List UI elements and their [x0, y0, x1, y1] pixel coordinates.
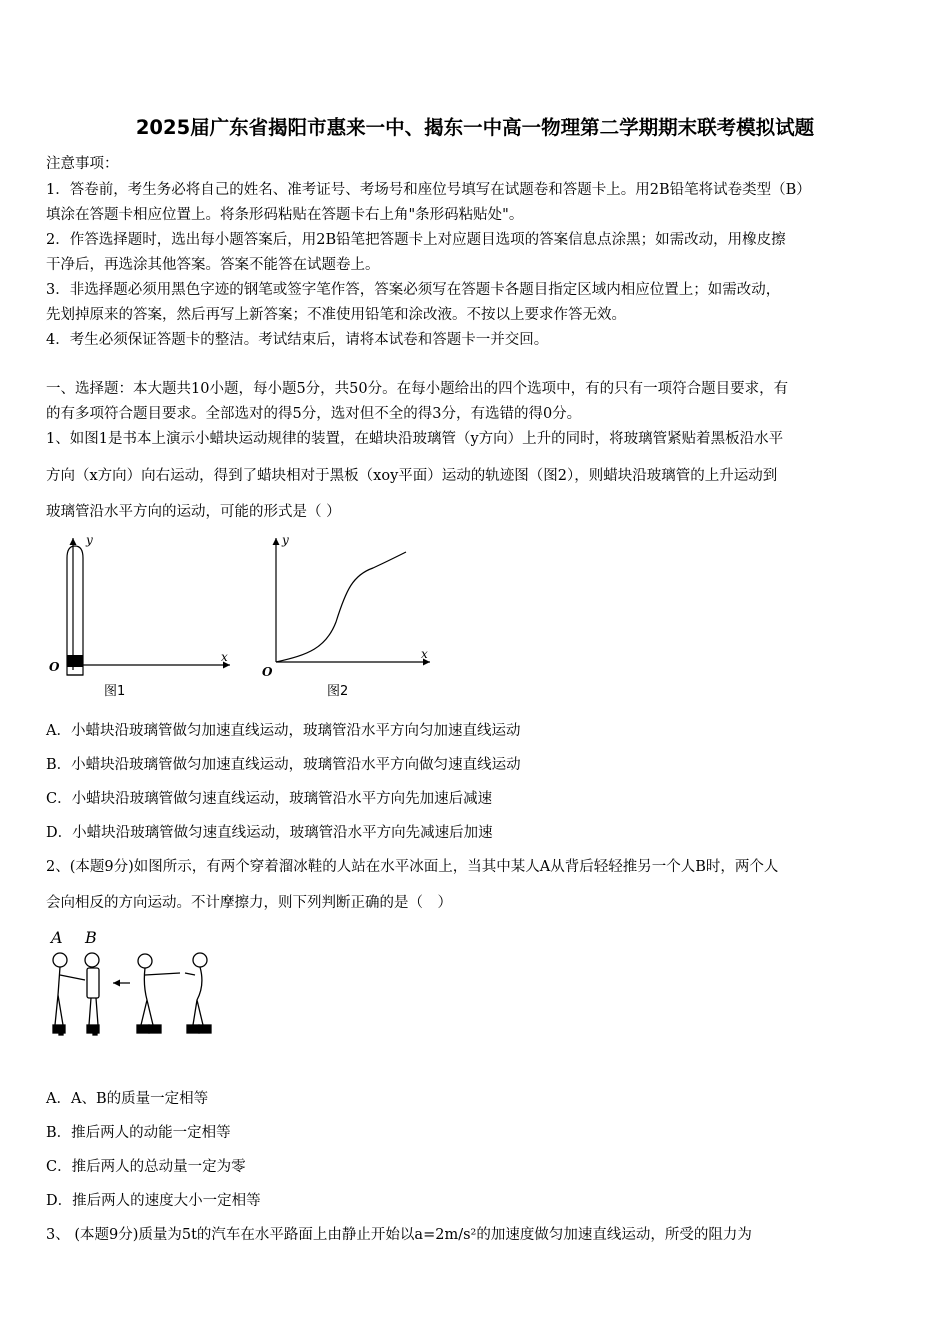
- origin-label: O: [262, 665, 273, 679]
- label-b: B: [85, 928, 97, 947]
- axis-label-x: x: [221, 650, 228, 664]
- skaters-before: [53, 953, 99, 1035]
- question-text: 会向相反的方向运动。不计摩擦力，则下列判断正确的是（ ）: [46, 895, 452, 911]
- notice-heading: 注意事项：: [46, 156, 119, 172]
- axis-label-y: y: [86, 533, 93, 547]
- page-title: 2025届广东省揭阳市惠来一中、揭东一中高一物理第二学期期末联考模拟试题: [135, 116, 815, 139]
- notice-line: 4．考生必须保证答题卡的整洁。考试结束后，请将本试卷和答题卡一并交回。: [46, 332, 549, 348]
- notice-line: 先划掉原来的答案，然后再写上新答案；不准使用铅笔和涂改液。不按以上要求作答无效。: [46, 307, 626, 323]
- wax-block: [67, 655, 83, 667]
- option-a: A．A、B的质量一定相等: [46, 1091, 209, 1107]
- option-d: D．推后两人的速度大小一定相等: [46, 1193, 261, 1209]
- origin-label: O: [49, 660, 60, 674]
- notice-line: 填涂在答题卡相应位置上。将条形码粘贴在答题卡右上角"条形码粘贴处"。: [46, 207, 524, 223]
- figure-1-label: 图1: [104, 684, 126, 699]
- option-b: B．推后两人的动能一定相等: [46, 1125, 231, 1141]
- notice-line: 1．答卷前，考生务必将自己的姓名、准考证号、考场号和座位号填写在试题卷和答题卡上。用2B铅笔将试卷类型（B）: [46, 182, 811, 198]
- notice-line: 2．作答选择题时，选出每小题答案后，用2B铅笔把答题卡上对应题目选项的答案信息点涂黑；如需改动，用橡皮擦: [46, 232, 786, 248]
- question-text: 3、 (本题9分)质量为5t的汽车在水平路面上由静止开始以a=2m/s²的加速度做匀加速直线运动，所受的阻力为: [46, 1227, 752, 1243]
- option-d: D．小蜡块沿玻璃管做匀速直线运动，玻璃管沿水平方向先减速后加速: [46, 825, 493, 841]
- figure-skaters: [45, 925, 225, 1050]
- question-text: 2、(本题9分)如图所示，有两个穿着溜冰鞋的人站在水平冰面上，当其中某人A从背后轻轻推另一个人B时，两个人: [46, 859, 779, 875]
- section-line: 的有多项符合题目要求。全部选对的得5分，选对但不全的得3分，有选错的得0分。: [46, 406, 582, 422]
- label-a: A: [51, 928, 63, 947]
- figure-2-label: 图2: [327, 684, 349, 699]
- question-text: 方向（x方向）向右运动，得到了蜡块相对于黑板（xoy平面）运动的轨迹图（图2），则蜡块沿玻璃管的上升运动到: [46, 468, 778, 484]
- question-text: 1、如图1是书本上演示小蜡块运动规律的装置，在蜡块沿玻璃管（y方向）上升的同时，将玻璃管紧贴着黑板沿水平: [46, 431, 784, 447]
- notice-line: 干净后，再选涂其他答案。答案不能答在试题卷上。: [46, 257, 380, 273]
- skaters-after: [137, 953, 211, 1033]
- notice-line: 3．非选择题必须用黑色字迹的钢笔或签字笔作答，答案必须写在答题卡各题目指定区域内相应位置上；如需改动，: [46, 282, 781, 298]
- option-a: A．小蜡块沿玻璃管做匀加速直线运动，玻璃管沿水平方向匀加速直线运动: [46, 723, 521, 739]
- figure-1-tube: [45, 530, 235, 700]
- axis-label-x: x: [421, 647, 428, 661]
- question-text: 玻璃管沿水平方向的运动，可能的形式是（ ）: [46, 504, 341, 520]
- option-c: C．推后两人的总动量一定为零: [46, 1159, 246, 1175]
- option-c: C．小蜡块沿玻璃管做匀速直线运动，玻璃管沿水平方向先加速后减速: [46, 791, 493, 807]
- figure-2-trajectory: [258, 530, 438, 690]
- section-line: 一、选择题：本大题共10小题，每小题5分，共50分。在每小题给出的四个选项中，有的只有一项符合题目要求，有: [46, 381, 789, 397]
- trajectory-curve: [276, 552, 406, 662]
- axis-label-y: y: [282, 533, 289, 547]
- option-b: B．小蜡块沿玻璃管做匀加速直线运动，玻璃管沿水平方向做匀速直线运动: [46, 757, 521, 773]
